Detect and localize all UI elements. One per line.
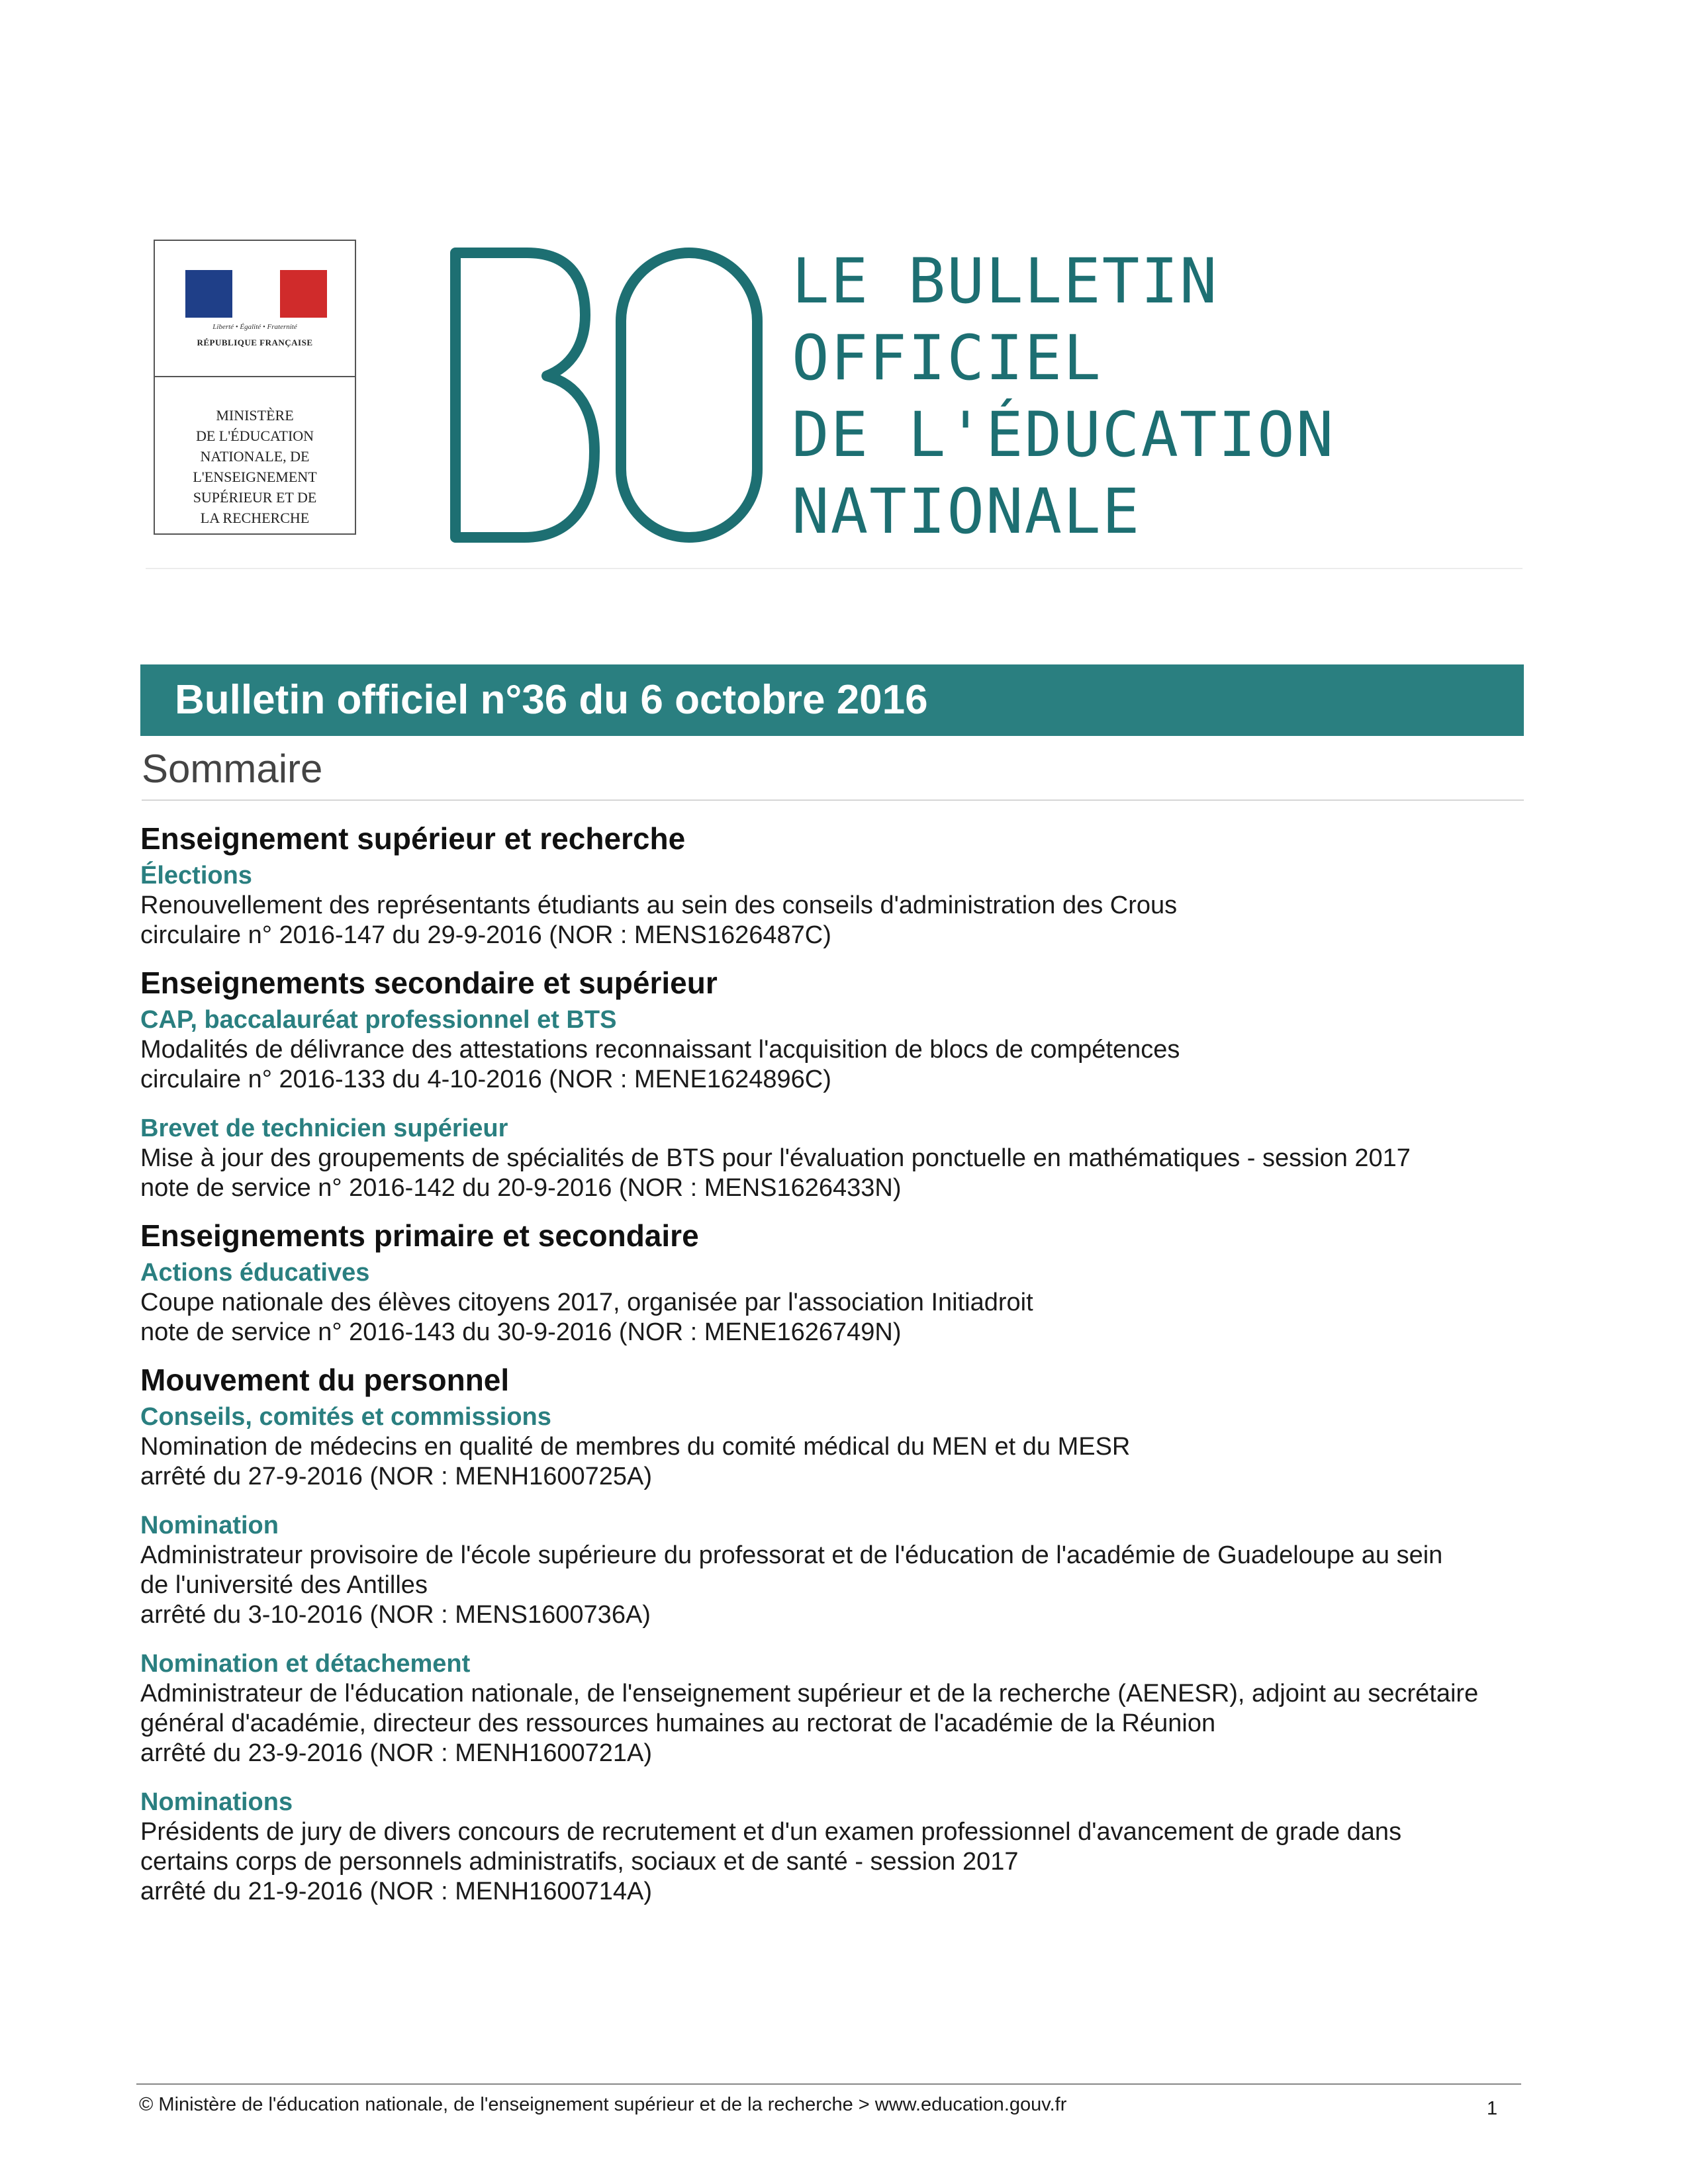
marianne-logo bbox=[155, 241, 355, 377]
entry-line: circulaire n° 2016-133 du 4-10-2016 (NOR : MENE1624896C) bbox=[140, 1066, 831, 1093]
entry-line: Nomination de médecins en qualité de membres du comité médical du MEN et du MESR bbox=[140, 1433, 1131, 1461]
entry-line: Mise à jour des groupements de spécialités de BTS pour l'évaluation ponctuelle en mathématiques - session 2017 bbox=[140, 1144, 1411, 1172]
bulletin-title-line: LE BULLETIN bbox=[792, 246, 1219, 318]
toc-entry[interactable] bbox=[140, 1257, 1530, 1347]
entry-line: note de service n° 2016-143 du 30-9-2016 (NOR : MENE1626749N) bbox=[140, 1318, 902, 1346]
ministry-line: L'ENSEIGNEMENT bbox=[193, 469, 317, 485]
toc-entry[interactable] bbox=[140, 1402, 1530, 1492]
toc-entry[interactable] bbox=[140, 860, 1530, 950]
entry-heading: CAP, baccalauréat professionnel et BTS bbox=[140, 1006, 617, 1034]
bulletin-title-line: DE L'ÉDUCATION bbox=[792, 399, 1335, 471]
toc-entry[interactable] bbox=[140, 1510, 1530, 1630]
bo-logo-icon bbox=[447, 246, 765, 544]
section-title: Mouvement du personnel bbox=[140, 1363, 510, 1397]
entry-line: de l'université des Antilles bbox=[140, 1571, 428, 1599]
ministry-line: MINISTÈRE bbox=[216, 407, 294, 424]
section-title: Enseignements primaire et secondaire bbox=[140, 1218, 699, 1253]
entry-heading: Élections bbox=[140, 862, 252, 889]
toc-section bbox=[140, 1215, 1530, 1347]
ministry-name bbox=[155, 405, 355, 528]
issue-banner bbox=[140, 664, 1524, 736]
bo-logo-letters: BO bbox=[447, 246, 449, 247]
entry-line: certains corps de personnels administratifs, sociaux et de santé - session 2017 bbox=[140, 1848, 1019, 1876]
entry-heading: Nominations bbox=[140, 1788, 293, 1816]
toc-entry[interactable] bbox=[140, 1005, 1530, 1095]
header-divider bbox=[146, 568, 1523, 569]
ministry-line: SUPÉRIEUR ET DE bbox=[193, 489, 317, 506]
entry-heading: Conseils, comités et commissions bbox=[140, 1403, 551, 1431]
french-flag-icon bbox=[185, 270, 327, 318]
section-title: Enseignements secondaire et supérieur bbox=[140, 966, 718, 1000]
entry-heading: Brevet de technicien supérieur bbox=[140, 1115, 508, 1142]
entry-line: Administrateur de l'éducation nationale, de l'enseignement supérieur et de la recherche (AENESR), adjoint au secrétaire bbox=[140, 1680, 1479, 1707]
toc-entry[interactable] bbox=[140, 1649, 1530, 1768]
page-number: 1 bbox=[1487, 2098, 1498, 2119]
ministry-line: DE L'ÉDUCATION bbox=[195, 428, 314, 444]
entry-line: Administrateur provisoire de l'école supérieure du professorat et de l'éducation de l'académie de Guadeloupe au sein bbox=[140, 1541, 1443, 1569]
table-of-contents bbox=[140, 809, 1530, 1919]
entry-line: note de service n° 2016-142 du 20-9-2016 (NOR : MENS1626433N) bbox=[140, 1174, 902, 1202]
entry-heading: Nomination bbox=[140, 1512, 279, 1539]
ministry-line: NATIONALE, DE bbox=[200, 448, 310, 465]
footer-divider bbox=[136, 2083, 1521, 2085]
issue-title: Bulletin officiel n°36 du 6 octobre 2016 bbox=[175, 677, 928, 723]
toc-entry[interactable] bbox=[140, 1787, 1530, 1907]
entry-line: Présidents de jury de divers concours de recrutement et d'un examen professionnel d'avancement de grade dans bbox=[140, 1818, 1402, 1846]
sommaire-heading: Sommaire bbox=[142, 747, 323, 791]
entry-line: général d'académie, directeur des ressources humaines au rectorat de l'académie de la Réunion bbox=[140, 1709, 1216, 1737]
toc-section bbox=[140, 962, 1530, 1203]
toc-section bbox=[140, 1359, 1530, 1907]
entry-line: Coupe nationale des élèves citoyens 2017, organisée par l'association Initiadroit bbox=[140, 1289, 1033, 1316]
entry-line: Modalités de délivrance des attestations reconnaissant l'acquisition de blocs de compétences bbox=[140, 1036, 1180, 1064]
entry-line: arrêté du 27-9-2016 (NOR : MENH1600725A) bbox=[140, 1463, 653, 1490]
ministry-logo-block bbox=[154, 240, 356, 535]
toc-entry[interactable] bbox=[140, 1113, 1530, 1203]
section-title: Enseignement supérieur et recherche bbox=[140, 821, 686, 856]
entry-line: arrêté du 23-9-2016 (NOR : MENH1600721A) bbox=[140, 1739, 653, 1767]
entry-line: arrêté du 21-9-2016 (NOR : MENH1600714A) bbox=[140, 1878, 653, 1905]
entry-heading: Actions éducatives bbox=[140, 1259, 370, 1287]
entry-line: circulaire n° 2016-147 du 29-9-2016 (NOR : MENS1626487C) bbox=[140, 921, 831, 949]
entry-line: Renouvellement des représentants étudiants au sein des conseils d'administration des Crous bbox=[140, 891, 1178, 919]
republic-name: RÉPUBLIQUE FRANÇAISE bbox=[197, 338, 313, 347]
footer-copyright: © Ministère de l'éducation nationale, de l'enseignement supérieur et de la recherche > www.education.gouv.fr bbox=[139, 2094, 1067, 2115]
bulletin-title-line: NATIONALE bbox=[792, 476, 1141, 548]
republic-motto: Liberté • Égalité • Fraternité bbox=[212, 323, 297, 331]
entry-line: arrêté du 3-10-2016 (NOR : MENS1600736A) bbox=[140, 1601, 651, 1629]
bulletin-title-line: OFFICIEL bbox=[792, 322, 1102, 394]
ministry-line: LA RECHERCHE bbox=[200, 510, 310, 526]
toc-section bbox=[140, 818, 1530, 950]
entry-heading: Nomination et détachement bbox=[140, 1650, 471, 1678]
bulletin-title bbox=[792, 244, 1335, 551]
sommaire-divider bbox=[142, 799, 1524, 801]
